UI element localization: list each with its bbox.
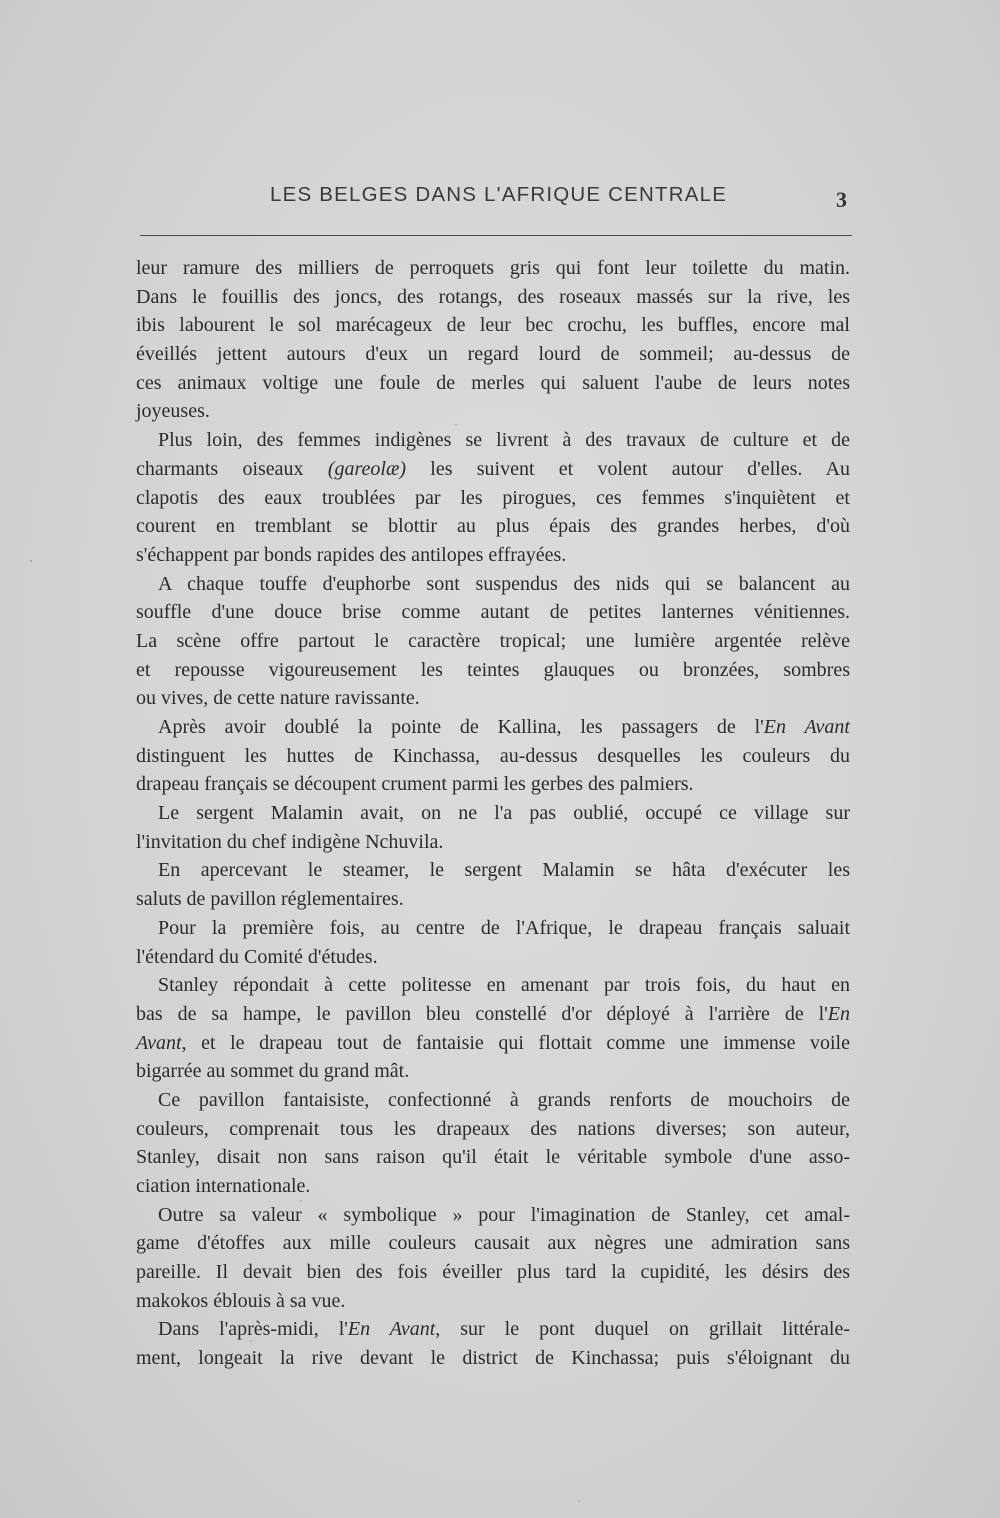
text-line xyxy=(136,1315,850,1344)
text-line: Outre sa valeur « symbolique » pour l'imagination de Stanley, cet amal- xyxy=(158,1203,850,1226)
text-line: Pour la première fois, au centre de l'Afrique, le drapeau français saluait xyxy=(158,916,850,939)
paper-speck xyxy=(578,1500,580,1502)
text-line: En apercevant le steamer, le sergent Malamin se hâta d'exécuter les xyxy=(158,859,850,882)
italic-run: En xyxy=(827,1002,850,1025)
text-line: l'étendard du Comité d'études. xyxy=(136,945,378,968)
italic-run: En Avant xyxy=(347,1318,436,1341)
text-run: bas de sa hampe, le pavillon bleu constellé d'or déployé à l'arrière de l' xyxy=(136,1002,828,1025)
text-line xyxy=(136,1000,850,1029)
text-line: bigarrée au sommet du grand mât. xyxy=(136,1060,410,1083)
paper-speck xyxy=(30,560,32,562)
text-run: Dans l'après-midi, l' xyxy=(158,1318,348,1341)
text-line: leur ramure des milliers de perroquets gris qui font leur toilette du matin. xyxy=(136,257,850,279)
paper-speck xyxy=(455,424,457,426)
text-line: La scène offre partout le caractère tropical; une lumière argentée relève xyxy=(136,629,850,652)
italic-run: En Avant xyxy=(763,716,850,738)
text-line: saluts de pavillon réglementaires. xyxy=(136,888,404,911)
text-line: et repousse vigoureusement les teintes glauques ou bronzées, sombres xyxy=(136,658,850,681)
text-line: makokos éblouis à sa vue. xyxy=(136,1289,346,1312)
text-line: courent en tremblant se blottir au plus épais des grandes herbes, d'où xyxy=(136,515,850,538)
text-line: s'échappent par bonds rapides des antilopes effrayées. xyxy=(136,543,567,566)
text-line: clapotis des eaux troublées par les pirogues, ces femmes s'inquiètent et xyxy=(136,486,850,509)
text-line: ciation internationale. xyxy=(136,1175,311,1197)
text-line: Stanley répondait à cette politesse en amenant par trois fois, du haut en xyxy=(158,974,850,997)
text-line: ou vives, de cette nature ravissante. xyxy=(136,687,420,710)
text-line: Ce pavillon fantaisiste, confectionné à grands renforts de mouchoirs de xyxy=(158,1088,850,1111)
text-run: , et le drapeau tout de fantaisie qui flottait comme une immense voile xyxy=(181,1031,850,1054)
text-line: Stanley, disait non sans raison qu'il était le véritable symbole d'une asso- xyxy=(136,1146,850,1169)
text-line: A chaque touffe d'euphorbe sont suspendus des nids qui se balancent au xyxy=(158,572,850,595)
text-run: Après avoir doublé la pointe de Kallina, les passagers de l' xyxy=(158,716,764,738)
italic-run: (gareolæ) xyxy=(327,457,406,480)
text-line: couleurs, comprenait tous les drapeaux des nations diverses; son auteur, xyxy=(136,1117,850,1140)
text-line: éveillés jettent autours d'eux un regard lourd de sommeil; au-dessus de xyxy=(136,343,850,366)
paper-speck xyxy=(250,1340,252,1342)
text-line: pareille. Il devait bien des fois éveiller plus tard la cupidité, les désirs des xyxy=(136,1261,850,1284)
text-line xyxy=(136,713,850,742)
italic-run: Avant xyxy=(136,1031,182,1054)
running-head xyxy=(0,183,1000,213)
text-line: souffle d'une douce brise comme autant de petites lanternes vénitiennes. xyxy=(136,601,850,624)
text-line xyxy=(136,455,850,484)
text-run: les suivent et volent autour d'elles. Au xyxy=(405,457,851,480)
text-line: ment, longeait la rive devant le district de Kinchassa; puis s'éloignant du xyxy=(136,1347,850,1370)
text-line: l'invitation du chef indigène Nchuvila. xyxy=(136,830,444,853)
text-line: Dans le fouillis des joncs, des rotangs, des roseaux massés sur la rive, les xyxy=(136,285,850,308)
header-rule xyxy=(140,235,852,236)
text-line: drapeau français se découpent crument parmi les gerbes des palmiers. xyxy=(136,773,694,796)
text-line xyxy=(136,1029,850,1058)
page-number: 3 xyxy=(836,187,847,212)
text-line: distinguent les huttes de Kinchassa, au-dessus desquelles les couleurs du xyxy=(136,744,850,767)
text-run: charmants oiseaux xyxy=(136,457,328,480)
text-line: ces animaux voltige une foule de merles qui saluent l'aube de leurs notes xyxy=(136,371,850,394)
text-line: game d'étoffes aux mille couleurs causait aux nègres une admiration sans xyxy=(136,1232,850,1255)
body-text xyxy=(136,254,850,1373)
paper-speck xyxy=(300,1200,302,1202)
text-line: joyeuses. xyxy=(136,400,210,423)
running-title: LES BELGES DANS L'AFRIQUE CENTRALE xyxy=(270,183,728,206)
text-line: ibis labourent le sol marécageux de leur bec crochu, les buffles, encore mal xyxy=(136,314,850,337)
text-line: Le sergent Malamin avait, on ne l'a pas oublié, occupé ce village sur xyxy=(158,802,850,825)
text-run: , sur le pont duquel on grillait littérale- xyxy=(435,1318,851,1341)
text-line: Plus loin, des femmes indigènes se livrent à des travaux de culture et de xyxy=(158,429,850,452)
